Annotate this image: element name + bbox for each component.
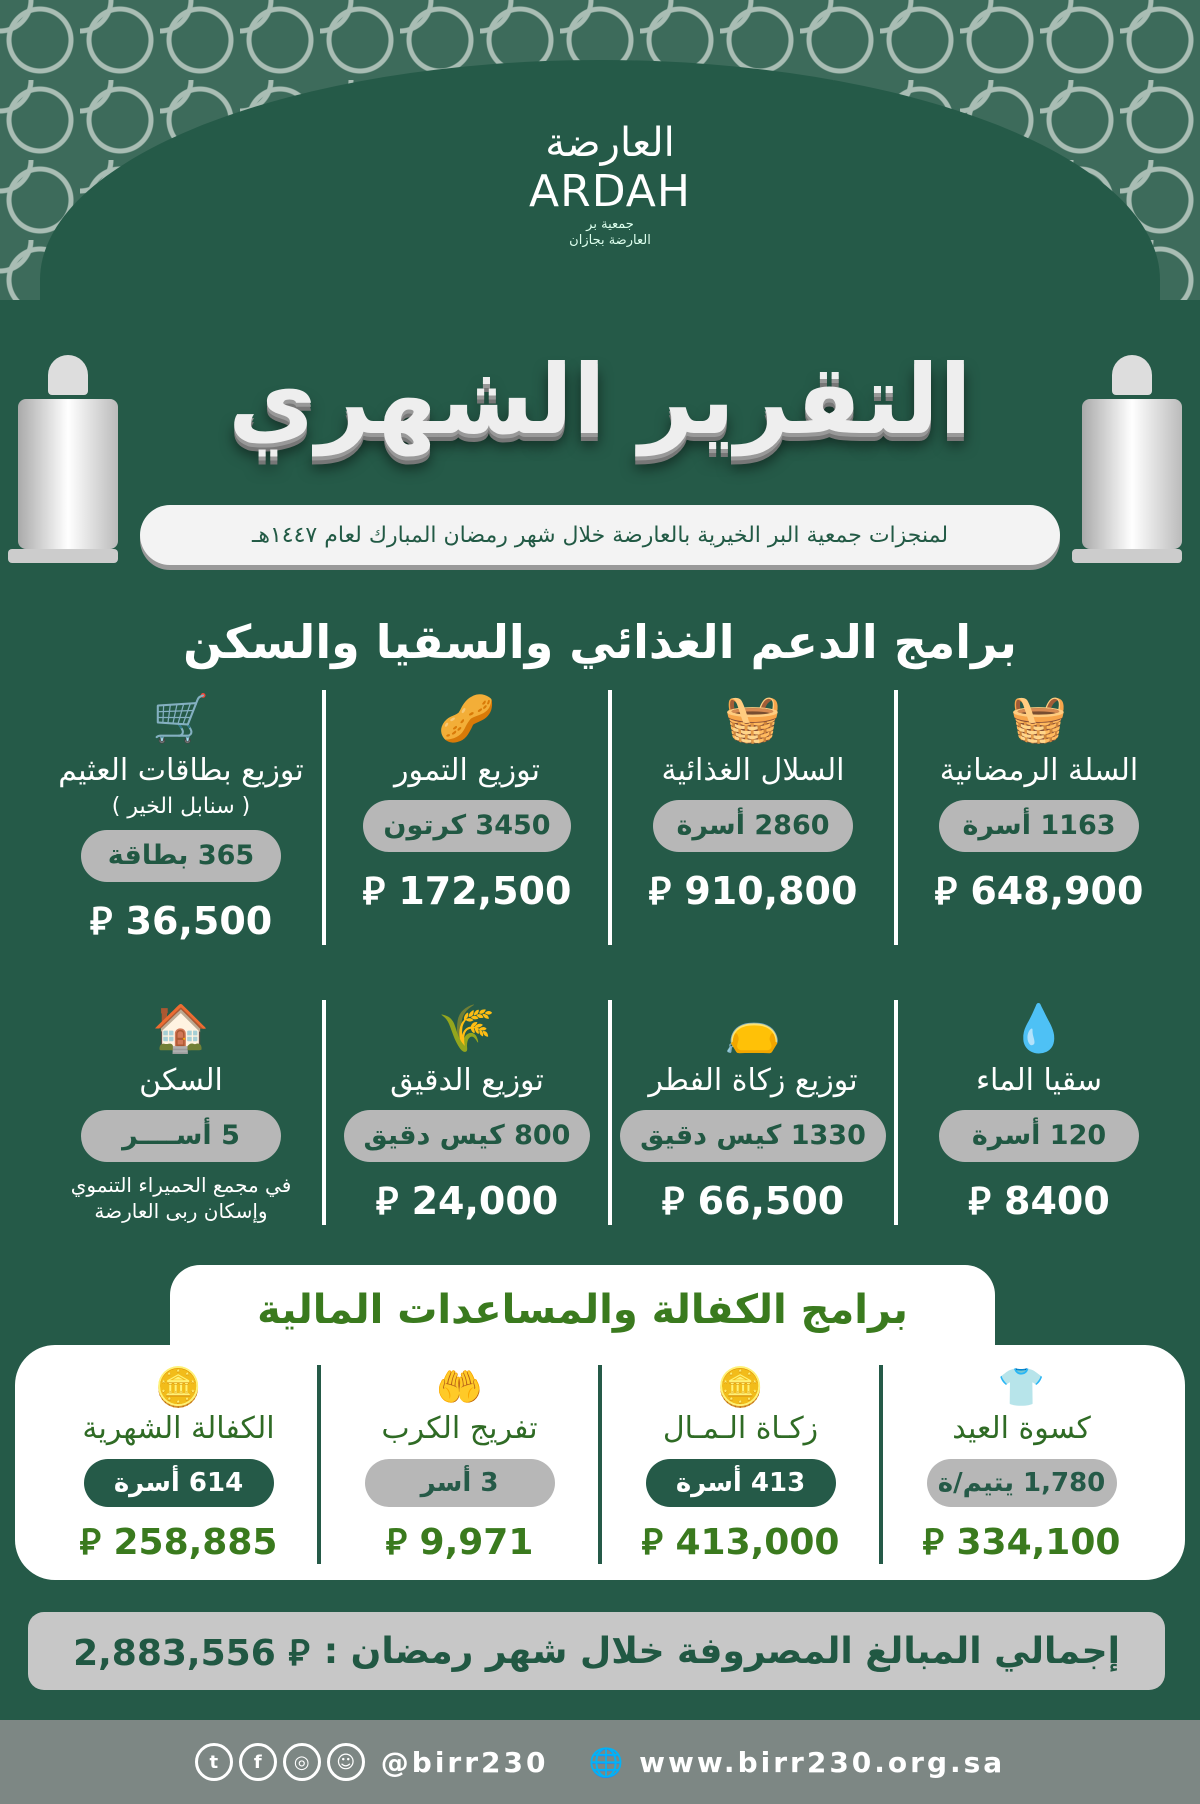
amount [618, 1176, 888, 1225]
amount-value: 9,971 [419, 1522, 534, 1563]
website-link[interactable] [589, 1746, 1006, 1779]
program-item [326, 1000, 612, 1225]
amount [321, 1517, 598, 1564]
website-text[interactable]: www.birr230.org.sa [639, 1745, 1006, 1779]
riyal-icon: ⃁ [79, 1522, 101, 1563]
section-title: برامج الكفالة والمساعدات المالية [257, 1287, 908, 1333]
financial-item [40, 1365, 321, 1564]
program-item [40, 690, 326, 945]
program-label: السكن [139, 1063, 223, 1098]
program-item [326, 690, 612, 945]
program-label: تفريج الكرب [381, 1411, 538, 1446]
riyal-icon: ⃁ [362, 869, 386, 913]
total-amount [73, 1628, 310, 1675]
riyal-icon: ⃁ [922, 1522, 944, 1563]
logo-arabic: العارضة [545, 120, 675, 166]
program-label: الكفالة الشهرية [82, 1411, 275, 1446]
riyal-icon: ⃁ [288, 1632, 310, 1674]
amount [618, 866, 888, 915]
note [46, 1172, 316, 1224]
financial-item [321, 1365, 602, 1564]
amount [46, 896, 316, 945]
count-pill: 413 أسرة [646, 1459, 836, 1507]
count-pill: 614 أسرة [84, 1459, 274, 1507]
logo-sub: العارضة بجازان [569, 233, 651, 248]
coins-icon: 🪙 [716, 1365, 765, 1409]
house-icon: 🏠 [152, 1001, 210, 1055]
financial-item [602, 1365, 883, 1564]
globe-icon: 🌐 [588, 1745, 627, 1779]
program-label: زكـاة الـمـال [662, 1411, 819, 1446]
amount-value: 910,800 [684, 869, 858, 913]
program-item [612, 690, 898, 945]
program-label: السلة الرمضانية [939, 753, 1139, 788]
program-item [40, 1000, 326, 1225]
twitter-icon[interactable]: t [195, 1743, 233, 1781]
program-label: توزيع زكاة الفطر [648, 1063, 858, 1098]
riyal-icon: ⃁ [934, 869, 958, 913]
count-pill: 1330 كيس دقيق [620, 1110, 886, 1162]
program-item [898, 690, 1180, 945]
program-label: توزيع بطاقات العثيم [58, 753, 304, 788]
logo-english: ARDAH [529, 166, 691, 217]
giving-hand-icon: 🤲 [435, 1365, 484, 1409]
amount [904, 1176, 1174, 1225]
lantern-icon [18, 355, 118, 565]
total-bar [28, 1612, 1165, 1690]
count-pill: 120 أسرة [939, 1110, 1139, 1162]
count-pill: 800 كيس دقيق [344, 1110, 591, 1162]
logo-sub: جمعية بر [586, 217, 634, 232]
amount-value: 8400 [1004, 1179, 1110, 1223]
basket-icon: 🧺 [1010, 691, 1068, 745]
amount-value: 24,000 [411, 1179, 559, 1223]
wheat-icon: 🌾 [438, 1001, 496, 1055]
page-title: التقرير الشهري [228, 344, 972, 456]
social-links [195, 1743, 549, 1781]
amount [883, 1517, 1160, 1564]
amount-value: 258,885 [113, 1522, 278, 1563]
instagram-icon[interactable]: ◎ [283, 1743, 321, 1781]
amount-value: 413,000 [675, 1522, 840, 1563]
social-handle[interactable]: @birr230 [380, 1745, 549, 1779]
amount [332, 1176, 602, 1225]
riyal-icon: ⃁ [661, 1179, 685, 1223]
water-drop-icon: 💧 [1010, 1001, 1068, 1055]
sack-icon: 👝 [724, 1001, 782, 1055]
subtitle: لمنجزات جمعية البر الخيرية بالعارضة خلال شهر رمضان المبارك لعام ١٤٤٧هـ [140, 505, 1060, 565]
program-item [612, 1000, 898, 1225]
count-pill: 365 بطاقة [81, 830, 281, 882]
count-pill: 1,780 يتيم/ة [927, 1459, 1117, 1507]
amount [332, 866, 602, 915]
amount [40, 1517, 317, 1564]
program-label: سقيا الماء [975, 1063, 1103, 1098]
riyal-icon: ⃁ [648, 869, 672, 913]
amount-value: 172,500 [398, 869, 572, 913]
financial-item [883, 1365, 1160, 1564]
clothes-icon: 👕 [997, 1365, 1046, 1409]
program-label: كسوة العيد [952, 1411, 1091, 1446]
footer [0, 1720, 1200, 1804]
logo [490, 120, 730, 290]
riyal-icon: ⃁ [641, 1522, 663, 1563]
basket-icon: 🧺 [724, 691, 782, 745]
amount-value: 36,500 [125, 899, 273, 943]
program-item [898, 1000, 1180, 1225]
note-line: في مجمع الحميراء التنموي [70, 1173, 292, 1197]
dates-icon: 🥜 [438, 691, 496, 745]
facebook-icon[interactable]: f [239, 1743, 277, 1781]
riyal-icon: ⃁ [968, 1179, 991, 1223]
amount-value: 66,500 [697, 1179, 845, 1223]
coins-icon: 🪙 [154, 1365, 203, 1409]
count-pill: 5 أســــر [81, 1110, 281, 1162]
riyal-icon: ⃁ [89, 899, 113, 943]
amount-value: 334,100 [956, 1522, 1121, 1563]
lantern-icon [1082, 355, 1182, 565]
financial-row [40, 1365, 1160, 1564]
programs-row-2 [40, 1000, 1180, 1225]
program-label: توزيع التمور [393, 753, 541, 788]
programs-row-1 [40, 690, 1180, 945]
cart-icon: 🛒 [152, 691, 210, 745]
count-pill: 3450 كرتون [363, 800, 570, 852]
program-label: توزيع الدقيق [390, 1063, 544, 1098]
program-sublabel: ( سنابل الخير ) [111, 794, 251, 819]
amount [602, 1517, 879, 1564]
amount [904, 866, 1174, 915]
snapchat-icon[interactable]: ☺ [327, 1743, 365, 1781]
count-pill: 1163 أسرة [939, 800, 1139, 852]
section-title: برامج الدعم الغذائي والسقيا والسكن [183, 615, 1017, 669]
program-label: السلال الغذائية [661, 753, 845, 788]
amount-value: 648,900 [970, 869, 1144, 913]
total-value: 2,883,556 [73, 1632, 276, 1674]
count-pill: 2860 أسرة [653, 800, 853, 852]
riyal-icon: ⃁ [385, 1522, 407, 1563]
count-pill: 3 أسر [365, 1459, 555, 1507]
riyal-icon: ⃁ [375, 1179, 399, 1223]
total-label: إجمالي المبالغ المصروفة خلال شهر رمضان : [323, 1630, 1120, 1672]
note-line: وإسكان ربى العارضة [94, 1199, 268, 1223]
